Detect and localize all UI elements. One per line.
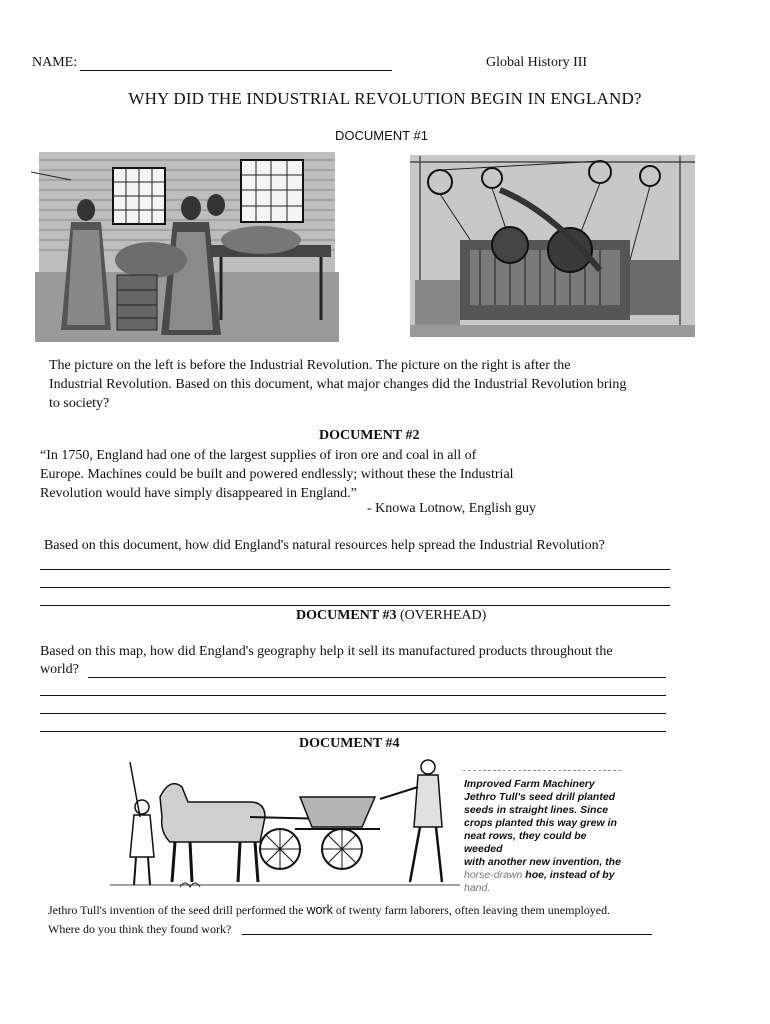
caption-line6-rest: hoe, instead of by bbox=[522, 869, 615, 881]
doc3-question-line1: Based on this map, how did England's geography help it sell its manufactured products throughout the bbox=[40, 644, 613, 659]
doc1-text-line3: to society? bbox=[49, 396, 110, 411]
doc3-heading-rest: (OVERHEAD) bbox=[396, 608, 487, 623]
doc2-quote-line1: “In 1750, England had one of the largest supplies of iron ore and coal in all of bbox=[40, 448, 477, 463]
doc4-question: Where do you think they found work? bbox=[48, 922, 232, 936]
caption-top-rule bbox=[463, 770, 621, 771]
page-title: WHY DID THE INDUSTRIAL REVOLUTION BEGIN IN ENGLAND? bbox=[128, 89, 642, 108]
seed-drill-image bbox=[110, 757, 460, 897]
doc4-text-work: work bbox=[306, 903, 333, 917]
doc3-heading-bold: DOCUMENT #3 bbox=[296, 608, 397, 623]
industrial-factory-image bbox=[400, 150, 702, 345]
doc2-answer-line-2[interactable] bbox=[40, 587, 670, 588]
name-label: NAME: bbox=[32, 55, 78, 70]
caption-line6-faded: horse-drawn bbox=[464, 869, 523, 881]
caption-line4: neat rows, they could be weeded bbox=[464, 830, 587, 855]
pre-industrial-image bbox=[31, 150, 343, 345]
doc3-answer-line-4[interactable] bbox=[40, 731, 666, 732]
doc1-text-line1: The picture on the left is before the Industrial Revolution. The picture on the right is after the bbox=[49, 358, 571, 373]
doc2-heading: DOCUMENT #2 bbox=[319, 428, 420, 443]
doc1-heading: DOCUMENT #1 bbox=[335, 128, 428, 143]
doc3-answer-line-3[interactable] bbox=[40, 713, 666, 714]
caption-title: Improved Farm Machinery bbox=[464, 778, 595, 790]
doc3-answer-line-2[interactable] bbox=[40, 695, 666, 696]
doc2-answer-line-3[interactable] bbox=[40, 605, 670, 606]
caption-line7: hand. bbox=[464, 882, 491, 894]
doc2-answer-line-1[interactable] bbox=[40, 569, 670, 570]
doc4-text-post: of twenty farm laborers, often leaving them unemployed. bbox=[332, 903, 611, 917]
doc4-answer-line[interactable] bbox=[242, 934, 652, 935]
doc3-answer-line-1[interactable] bbox=[88, 677, 666, 678]
doc3-question-line2: world? bbox=[40, 662, 79, 677]
doc4-text bbox=[48, 903, 610, 918]
doc4-text-pre: Jethro Tull's invention of the seed drill performed the bbox=[48, 903, 307, 917]
seed-drill-caption bbox=[464, 772, 622, 892]
doc2-quote-line2: Europe. Machines could be built and powered endlessly; without these the Industrial bbox=[40, 467, 514, 482]
caption-line2: seeds in straight lines. Since bbox=[464, 804, 609, 816]
doc2-quote-line3: Revolution would have simply disappeared in England.” bbox=[40, 486, 357, 501]
doc4-heading: DOCUMENT #4 bbox=[299, 736, 400, 751]
caption-line6 bbox=[464, 869, 622, 882]
doc2-attribution: - Knowa Lotnow, English guy bbox=[367, 501, 537, 516]
doc1-text-line2: Industrial Revolution. Based on this document, what major changes did the Industrial Revolution bring bbox=[49, 377, 627, 392]
caption-line5: with another new invention, the bbox=[464, 856, 621, 868]
course-label: Global History III bbox=[486, 55, 588, 70]
name-field-line[interactable] bbox=[80, 70, 392, 71]
doc3-heading bbox=[296, 608, 486, 624]
caption-line1: Jethro Tull's seed drill planted bbox=[464, 791, 616, 803]
doc2-question: Based on this document, how did England's natural resources help spread the Industrial Revolution? bbox=[44, 538, 605, 553]
caption-line3: crops planted this way grew in bbox=[464, 817, 617, 829]
